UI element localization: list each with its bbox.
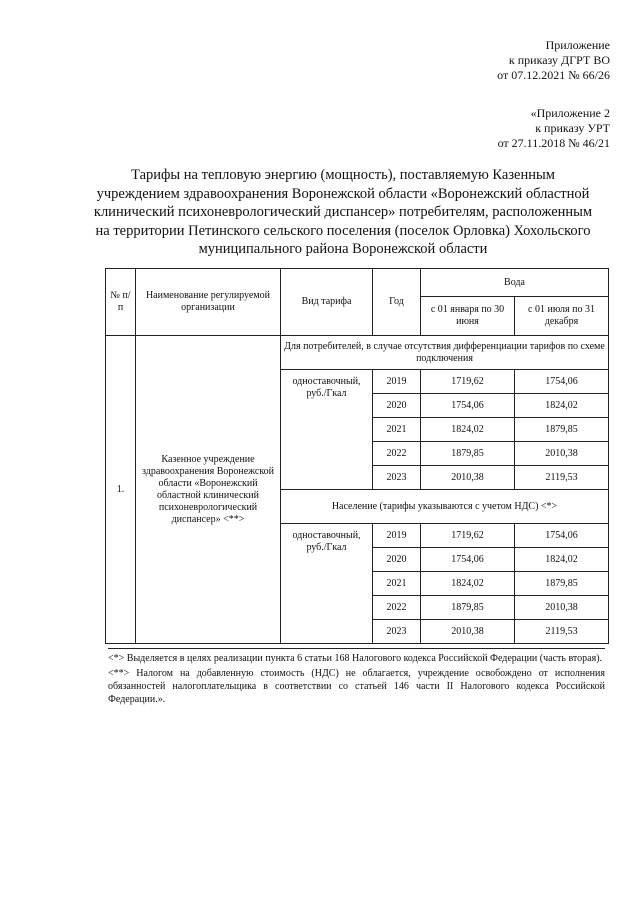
tariff-year: 2021 [373,572,421,596]
tariff-year: 2020 [373,548,421,572]
document-title: Тарифы на тепловую энергию (мощность), поставляемую Казенным учреждением здравоохранения Воронежской области «Воронежский областной клинический психоневрологический диспансер» потребителям, расположенным на территории Петинского сельского поселения (поселок Орловка) Хохольского муниципального района Воронежской области [93,167,593,257]
tariff-value-h2: 2119,53 [515,620,609,644]
appendix-line: Приложение [545,38,610,52]
tariff-value-h2: 2010,38 [515,442,609,466]
tariff-value-h1: 1824,02 [421,418,515,442]
header-period-1: с 01 января по 30 июня [421,297,515,336]
tariff-type: одноставочный, руб./Гкал [281,370,373,490]
tariff-year: 2021 [373,418,421,442]
appendix2-line: к приказу УРТ [535,121,610,135]
appendix-line: от 07.12.2021 № 66/26 [497,68,610,82]
appendix-reference [497,38,610,83]
tariff-value-h1: 1879,85 [421,596,515,620]
tariff-value-h2: 1879,85 [515,418,609,442]
tariff-value-h1: 1754,06 [421,394,515,418]
footnote: <*> Выделяется в целях реализации пункта 6 статьи 168 Налогового кодекса Российской Федерации (часть вторая). [108,653,603,664]
appendix-line: к приказу ДГРТ ВО [508,53,610,67]
tariff-value-h1: 1824,02 [421,572,515,596]
footnotes [108,648,605,708]
tariff-value-h2: 2119,53 [515,466,609,490]
appendix2-line: от 27.11.2018 № 46/21 [497,136,610,150]
section-row [106,336,609,370]
tariff-year: 2020 [373,394,421,418]
tariff-value-h2: 1824,02 [515,394,609,418]
header-water: Вода [421,269,609,297]
organization-name: Казенное учреждение здравоохранения Воронежской области «Воронежский областной клинический психоневрологический диспансер» <**> [136,336,281,644]
tariff-value-h1: 1719,62 [421,524,515,548]
footnote: <**> Налогом на добавленную стоимость (НДС) не облагается, учреждение освобождено от исполнения обязанностей налогоплательщика в соответствии со статьей 146 части II Налогового кодекса Российской Федерации.». [108,668,605,705]
tariff-table [105,268,609,644]
tariff-year: 2023 [373,466,421,490]
tariff-value-h2: 2010,38 [515,596,609,620]
section-title: Для потребителей, в случае отсутствия дифференциации тарифов по схеме подключения [281,336,609,370]
tariff-year: 2022 [373,442,421,466]
tariff-value-h1: 2010,38 [421,620,515,644]
tariff-type: одноставочный, руб./Гкал [281,524,373,644]
tariff-value-h1: 1719,62 [421,370,515,394]
tariff-year: 2019 [373,524,421,548]
tariff-year: 2019 [373,370,421,394]
header-tariff-type: Вид тарифа [281,269,373,336]
header-organization: Наименование регулируемой организации [136,269,281,336]
header-period-2: с 01 июля по 31 декабря [515,297,609,336]
tariff-value-h2: 1754,06 [515,370,609,394]
appendix2-line: «Приложение 2 [530,106,610,120]
appendix2-reference [498,106,610,151]
row-number: 1. [106,336,136,644]
tariff-year: 2022 [373,596,421,620]
table-header-row [106,269,609,297]
tariff-value-h1: 1754,06 [421,548,515,572]
tariff-year: 2023 [373,620,421,644]
tariff-value-h1: 1879,85 [421,442,515,466]
tariff-value-h1: 2010,38 [421,466,515,490]
tariff-value-h2: 1754,06 [515,524,609,548]
header-year: Год [373,269,421,336]
section-title: Население (тарифы указываются с учетом НДС) <*> [281,490,609,524]
header-num: № п/п [106,269,136,336]
tariff-value-h2: 1879,85 [515,572,609,596]
tariff-value-h2: 1824,02 [515,548,609,572]
